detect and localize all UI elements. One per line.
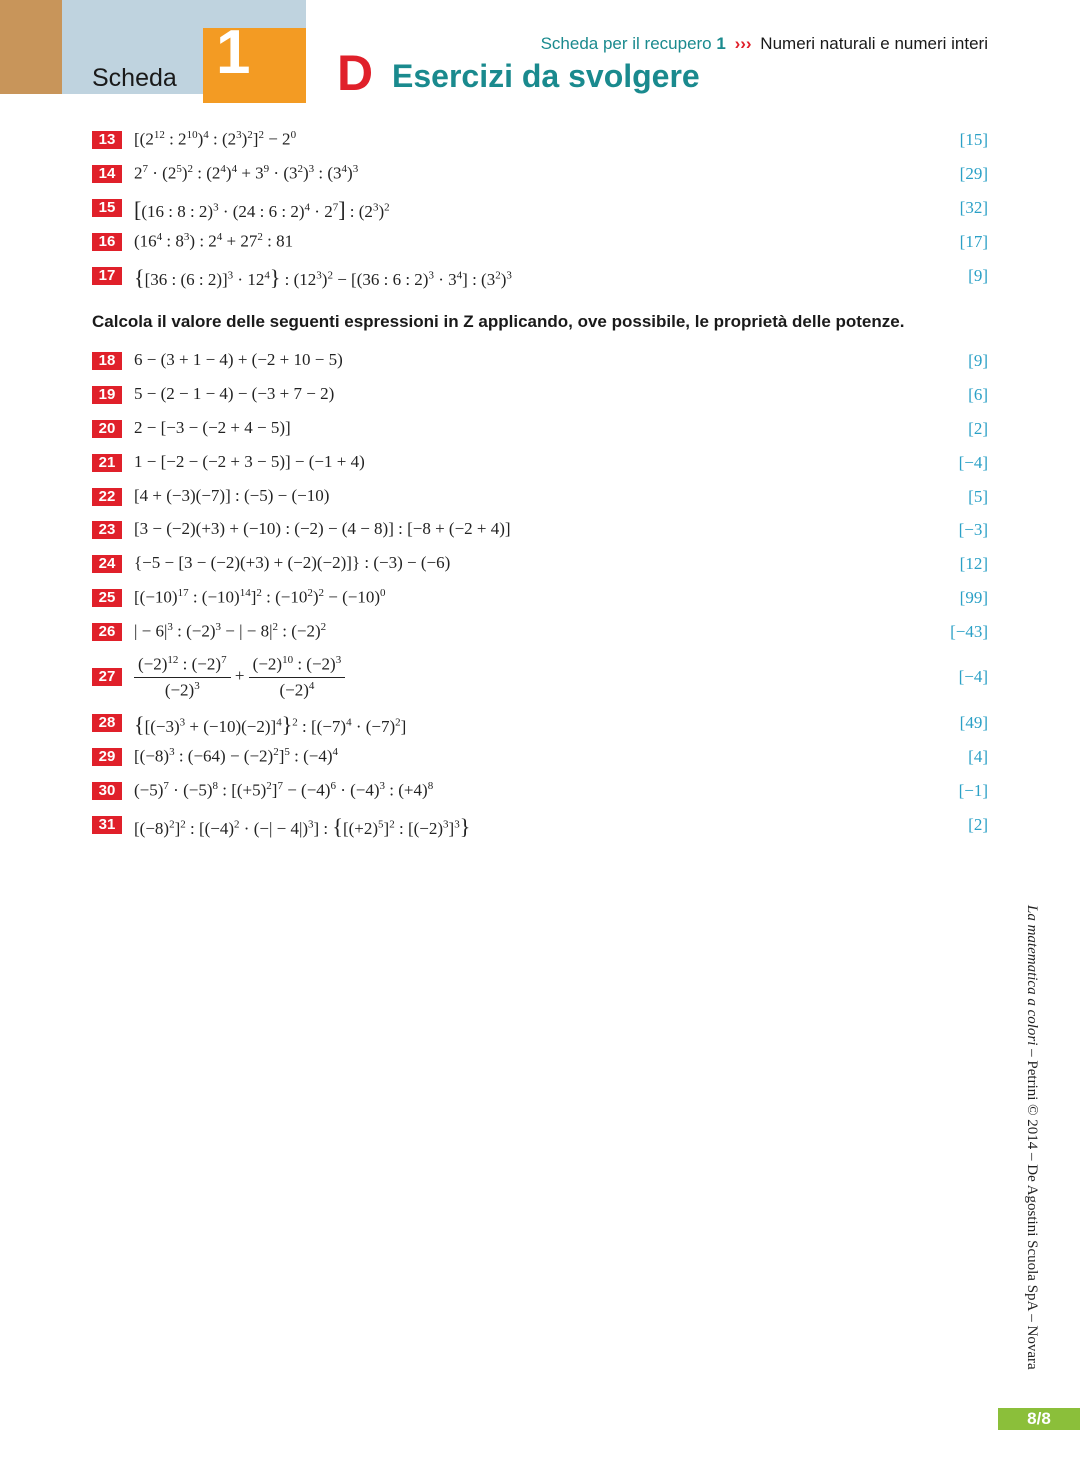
exercise-expression: $[(-8)^2]^2$ : [$(-4)^2$ · (−| − 4|)$^3$] : {$[(+2)^5]^2$ : $[(-2)^3]^3$} <box>134 814 471 839</box>
exercise-item <box>92 555 988 579</box>
recupero-number: 1 <box>716 34 726 53</box>
exercise-item <box>92 589 988 613</box>
exercise-expression: | − $6|^3$ : $(-2)^3$ − | − $8|^2$ : $(-2)^2$ <box>134 621 327 641</box>
exercise-item <box>92 165 988 189</box>
exercise-number: 29 <box>92 748 122 766</box>
exercise-number: 31 <box>92 816 122 834</box>
exercise-answer: [9] <box>968 351 988 370</box>
page-title: Esercizi da svolgere <box>392 58 700 94</box>
exercise-item <box>92 420 988 444</box>
exercise-expression: [$(-8)^3$ : $(-64) - (-2)^2]^5$ : $(-4)^4$ <box>134 746 339 766</box>
exercise-answer: [17] <box>959 232 988 251</box>
exercise-item <box>92 199 988 223</box>
scheda-label: Scheda <box>92 64 177 92</box>
exercise-expression: ($16^4$ : $8^3$) : $2^4 + 27^2$ : 81 <box>134 231 294 251</box>
exercise-answer: [2] <box>968 419 988 438</box>
exercise-number: 21 <box>92 454 122 472</box>
exercise-number: 22 <box>92 488 122 506</box>
exercise-expression: $2^7 \cdot (2^5)^2$ : $(2^4)^4 + 3^9 \cdot (3^2)^3$ : $(3^4)^3$ <box>134 163 359 183</box>
section-letter: D <box>337 45 374 101</box>
exercise-answer: [9] <box>968 266 988 285</box>
exercise-expression: [$(-10)^{17}$ : $(-10)^{14}]^2$ : $(-10^2)^2 - (-10)^0$ <box>134 587 386 607</box>
exercise-item <box>92 714 988 738</box>
exercise-item <box>92 654 988 700</box>
header-tan-block <box>0 0 62 94</box>
scheda-number: 1 <box>216 18 251 87</box>
exercise-expression: $\{[(-3)^3 + (-10)(-2)]^4\}^2$ : $[(-7)^4 \cdot (-7)^2]$ <box>134 712 407 737</box>
exercise-number: 23 <box>92 521 122 539</box>
exercise-answer: [29] <box>959 164 988 183</box>
exercise-expression: {[36 : (6 : $2)]^3 \cdot 12^4$} : $(12^3)^2 - [(36$ : 6 : $2)^3 \cdot 3^4$] : $(3^2)^3$ <box>134 265 512 290</box>
exercise-number: 30 <box>92 782 122 800</box>
fraction: $\frac{(-2)^{10} : (-2)^3}{(-2)^4}$ <box>249 654 346 700</box>
exercise-answer: [−4] <box>958 667 988 686</box>
exercise-answer: [−43] <box>950 622 988 641</box>
exercise-item <box>92 352 988 376</box>
exercise-item <box>92 782 988 806</box>
exercise-answer: [2] <box>968 815 988 834</box>
exercise-number: 16 <box>92 233 122 251</box>
exercise-expression: 1 − [−2 − (−2 + 3 − 5)] − (−1 + 4) <box>134 452 365 471</box>
exercise-number: 17 <box>92 267 122 285</box>
book-title: La matematica a colori <box>1024 905 1040 1046</box>
exercise-item <box>92 623 988 647</box>
exercise-item <box>92 386 988 410</box>
exercise-number: 24 <box>92 555 122 573</box>
exercise-number: 28 <box>92 714 122 732</box>
header-breadcrumb <box>541 34 988 54</box>
exercise-expression: 2 − [−3 − (−2 + 4 − 5)] <box>134 418 291 437</box>
exercise-answer: [6] <box>968 385 988 404</box>
copyright-credit <box>1023 905 1040 1370</box>
exercise-number: 13 <box>92 131 122 149</box>
fraction: $\frac{(-2)^{12} : (-2)^7}{(-2)^3}$ <box>134 654 231 700</box>
credit-text: – Petrini © 2014 – De Agostini Scuola SpA – Novara <box>1024 1045 1040 1370</box>
exercise-item <box>92 488 988 512</box>
recupero-label: Scheda per il recupero <box>540 34 712 53</box>
arrows-icon: ››› <box>734 34 752 53</box>
exercise-answer: [4] <box>968 747 988 766</box>
exercise-number: 14 <box>92 165 122 183</box>
scheda-number-box <box>203 18 306 103</box>
exercise-answer: [−3] <box>958 520 988 539</box>
exercise-expression: [3 − (−2)(+3) + (−10) : (−2) − (4 − 8)] : [−8 + (−2 + 4)] <box>134 519 511 538</box>
exercise-expression: [($2^{12}$ : $2^{10})^4$ : $(2^3)^2]^2 - 2^0$ <box>134 129 297 149</box>
exercise-expression: 5 − (2 − 1 − 4) − (−3 + 7 − 2) <box>134 384 335 403</box>
exercise-expression: {−5 − [3 − (−2)(+3) + (−2)(−2)]} : (−3) − (−6) <box>134 553 451 572</box>
exercise-item <box>92 233 988 257</box>
exercise-item <box>92 816 988 840</box>
exercise-item <box>92 521 988 545</box>
exercise-answer: [99] <box>959 588 988 607</box>
exercise-expression: [4 + (−3)(−7)] : (−5) − (−10) <box>134 486 330 505</box>
exercise-answer: [12] <box>959 554 988 573</box>
exercise-answer: [15] <box>959 130 988 149</box>
exercise-expression: 6 − (3 + 1 − 4) + (−2 + 10 − 5) <box>134 350 343 369</box>
exercise-item <box>92 748 988 772</box>
exercise-item <box>92 131 988 155</box>
exercise-number: 15 <box>92 199 122 217</box>
exercise-item <box>92 454 988 478</box>
exercise-answer: [49] <box>959 713 988 732</box>
instruction-text: Calcola il valore delle seguenti espressioni in Z applicando, ove possibile, le proprietà delle potenze. <box>92 312 905 331</box>
page-number-badge: 8/8 <box>998 1408 1080 1430</box>
exercise-answer: [32] <box>959 198 988 217</box>
exercise-number: 18 <box>92 352 122 370</box>
exercise-number: 25 <box>92 589 122 607</box>
exercise-item <box>92 267 988 291</box>
exercise-number: 19 <box>92 386 122 404</box>
exercise-expression: $\frac{(-2)^{12} : (-2)^7}{(-2)^3}$ + $\frac{(-2)^{10} : (-2)^3}{(-2)^4}$ <box>134 654 345 700</box>
exercise-number: 26 <box>92 623 122 641</box>
topic-label: Numeri naturali e numeri interi <box>760 34 988 53</box>
exercise-expression: [(16 : 8 : 2)$^3$ · (24 : 6 : $2)^4 \cdot 2^7$] : $(2^3)^2$ <box>134 197 390 222</box>
exercise-number: 20 <box>92 420 122 438</box>
exercise-answer: [5] <box>968 487 988 506</box>
exercise-expression: $(-5)^7 \cdot (-5)^8$ : $[(+5)^2]^7 - (-4)^6 \cdot (-4)^3$ : $(+4)^8$ <box>134 780 434 800</box>
exercise-answer: [−1] <box>958 781 988 800</box>
exercise-answer: [−4] <box>958 453 988 472</box>
exercise-number: 27 <box>92 668 122 686</box>
